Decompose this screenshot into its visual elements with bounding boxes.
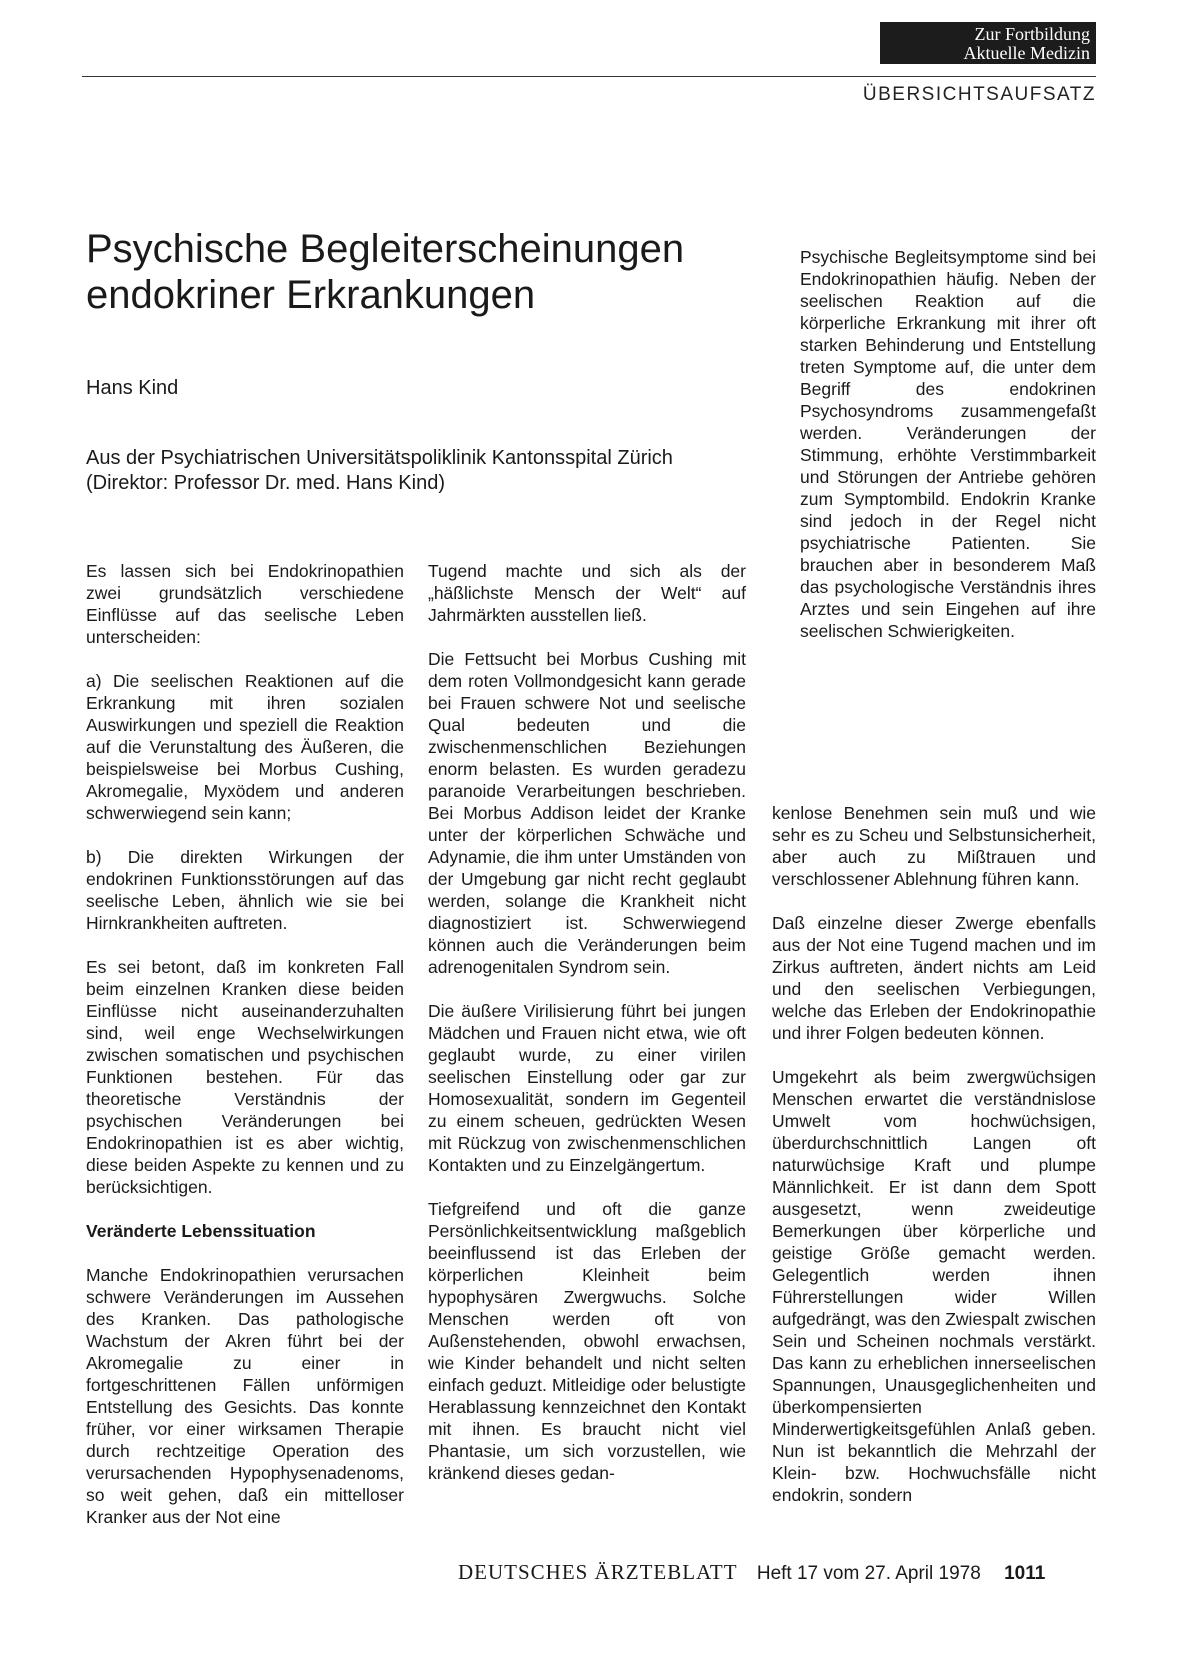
paragraph: Die Fettsucht bei Morbus Cushing mit dem roten Vollmondgesicht kann gerade bei Frauen schwere Not und seelische Qual bedeuten und die zwischenmenschlichen Beziehungen enorm belasten. Es wurden geradezu paranoide Verarbeitungen beschrieben. Bei Morbus Addison leidet der Kranke unter der körperlichen Schwäche und Adynamie, die ihm unter Umständen von der Umgebung gar nicht recht geglaubt werden, solange die Krankheit nicht diagnostiziert ist. Schwerwiegend können auch die Veränderungen beim adrenogenitalen Syndrom sein. [428,649,746,977]
title-line-2: endokriner Erkrankungen [86,273,536,317]
paragraph: Manche Endokrinopathien verursachen schwere Veränderungen im Aussehen des Kranken. Das pathologische Wachstum der Akren führt bei der Akromegalie zu einer in fortgeschrittenen Fällen unförmigen Entstellung des Gesichts. Das konnte früher, vor einer wirksamen Therapie durch rechtzeitige Operation des verursachenden Hypophysenadenoms, so weit gehen, daß ein mittelloser Kranker aus der Not eine [86,1265,404,1527]
header-rule [82,76,1096,77]
section-heading: Veränderte Lebenssituation [86,1221,316,1241]
paragraph: Tugend machte und sich als der „häßlichste Mensch der Welt“ auf Jahrmärkten ausstellen ließ. [428,561,746,625]
section-label: ÜBERSICHTSAUFSATZ [862,84,1096,105]
paragraph: Daß einzelne dieser Zwerge ebenfalls aus der Not eine Tugend machen und im Zirkus auftreten, ändert nichts am Leid und den seelischen Verbiegungen, welche das Erleben der Endokrinopathie und ihrer Folgen bedeuten können. [772,913,1096,1043]
affiliation-line-1: Aus der Psychiatrischen Universitätspoliklinik Kantonsspital Zürich [86,447,673,469]
abstract: Psychische Begleitsymptome sind bei Endokrinopathien häufig. Neben der seelischen Reaktion auf die körperliche Erkrankung mit ihrer oft starken Behinderung und Entstellung treten Symptome auf, die unter dem Begriff des endokrinen Psychosyndroms zusammengefaßt werden. Veränderungen der Stimmung, erhöhte Verstimmbarkeit und Störungen der Antriebe gehören zum Symptombild. Endokrin Kranke sind jedoch in der Regel nicht psychiatrische Patienten. Sie brauchen aber in besonderem Maß das psychologische Verständnis ihres Arztes und sein Eingehen auf ihre seelischen Schwierigkeiten. [800,247,1096,641]
page-number: 1011 [1004,1563,1046,1584]
text-column-1 [86,560,404,1550]
badge-line-2: Aktuelle Medizin [963,43,1090,63]
affiliation [86,446,766,496]
section-badge [880,22,1096,64]
paragraph: Es lassen sich bei Endokrinopathien zwei grundsätzlich verschiedene Einflüsse auf das seelische Leben unterscheiden: [86,561,404,647]
text-column-2 [428,560,746,1506]
title-line-1: Psychische Begleiterscheinungen [86,227,685,271]
paragraph: Umgekehrt als beim zwergwüchsigen Menschen erwartet die verständnislose Umwelt vom hochwüchsigen, überdurchschnittlich Langen oft naturwüchsige Kraft und plumpe Männlichkeit. Er ist dann dem Spott ausgesetzt, wenn zweideutige Bemerkungen über körperliche und geistige Größe gemacht werden. Gelegentlich werden ihnen Führerstellungen wider Willen aufgedrängt, was den Zwiespalt zwischen Sein und Scheinen nochmals verstärkt. Das kann zu erheblichen innerseelischen Spannungen, Unausgeglichenheiten und überkompensierten Minderwertigkeitsgefühlen Anlaß geben. Nun ist bekanntlich die Mehrzahl der Klein- bzw. Hochwuchsfälle nicht endokrin, sondern [772,1067,1096,1505]
journal-name: DEUTSCHES ÄRZTEBLATT [458,1560,738,1584]
affiliation-line-2: (Direktor: Professor Dr. med. Hans Kind) [86,472,445,494]
article-title [86,226,746,318]
issue-info: Heft 17 vom 27. April 1978 [756,1563,981,1584]
paragraph: b) Die direkten Wirkungen der endokrinen Funktionsstörungen auf das seelische Leben, ähnlich wie sie bei Hirnkrankheiten auftreten. [86,847,404,933]
paragraph: Es sei betont, daß im konkreten Fall beim einzelnen Kranken diese beiden Einflüsse nicht auseinanderzuhalten sind, weil enge Wechselwirkungen zwischen somatischen und psychischen Funktionen bestehen. Für das theoretische Verständnis der psychischen Veränderungen bei Endokrinopathien ist es aber wichtig, diese beiden Aspekte zu kennen und zu berücksichtigen. [86,957,404,1197]
author: Hans Kind [86,377,179,399]
text-column-3 [772,802,1096,1528]
page-footer [458,1560,1045,1585]
paragraph: kenlose Benehmen sein muß und wie sehr es zu Scheu und Selbstunsicherheit, aber auch zu Mißtrauen und verschlossener Ablehnung führen kann. [772,803,1096,889]
paragraph: Die äußere Virilisierung führt bei jungen Mädchen und Frauen nicht etwa, wie oft geglaubt wurde, zu einer virilen seelischen Einstellung oder gar zur Homosexualität, sondern im Gegenteil zu einem scheuen, gedrückten Wesen mit Rückzug von zwischenmenschlichen Kontakten und zu Einzelgängertum. [428,1001,746,1175]
badge-line-1: Zur Fortbildung [974,24,1090,44]
paragraph: a) Die seelischen Reaktionen auf die Erkrankung mit ihren sozialen Auswirkungen und speziell die Reaktion auf die Verunstaltung des Äußeren, die beispielsweise bei Morbus Cushing, Akromegalie, Myxödem und anderen schwerwiegend sein kann; [86,671,404,823]
paragraph: Tiefgreifend und oft die ganze Persönlichkeitsentwicklung maßgeblich beeinflussend ist das Erleben der körperlichen Kleinheit beim hypophysären Zwergwuchs. Solche Menschen werden oft von Außenstehenden, obwohl erwachsen, wie Kinder behandelt und nicht selten einfach geduzt. Mitleidige oder belustigte Herablassung kennzeichnet den Kontakt mit ihnen. Es braucht nicht viel Phantasie, um sich vorzustellen, wie kränkend dieses gedan- [428,1199,746,1483]
